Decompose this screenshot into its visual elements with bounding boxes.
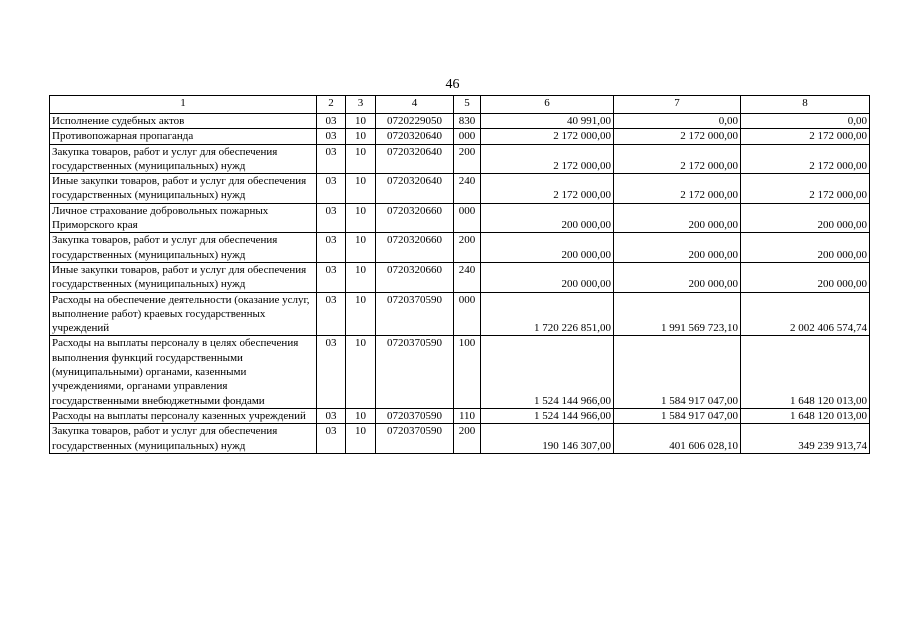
row-amount-7: 1 584 917 047,00 <box>614 336 741 408</box>
row-amount-8: 200 000,00 <box>741 233 870 263</box>
page-number: 46 <box>445 77 460 92</box>
table-row <box>50 336 870 408</box>
row-amount-8: 2 172 000,00 <box>741 174 870 204</box>
budget-table <box>49 95 870 454</box>
row-target-code: 0720370590 <box>376 292 454 336</box>
row-expense-type: 000 <box>454 292 481 336</box>
row-section: 03 <box>317 203 346 233</box>
row-amount-7: 1 584 917 047,00 <box>614 408 741 423</box>
row-amount-7: 2 172 000,00 <box>614 144 741 174</box>
row-section: 03 <box>317 174 346 204</box>
row-subsection: 10 <box>346 144 376 174</box>
row-section: 03 <box>317 129 346 144</box>
table-row <box>50 233 870 263</box>
table-row <box>50 203 870 233</box>
row-amount-8: 349 239 913,74 <box>741 424 870 454</box>
row-amount-6: 2 172 000,00 <box>481 129 614 144</box>
row-amount-7: 0,00 <box>614 114 741 129</box>
row-name: Расходы на выплаты персоналу в целях обеспечения выполнения функций государственными (муниципальными) органами, казенными учреждениями, органами управления государственными внебюджетными фондами <box>50 336 317 408</box>
row-subsection: 10 <box>346 233 376 263</box>
row-expense-type: 200 <box>454 144 481 174</box>
row-section: 03 <box>317 292 346 336</box>
row-amount-7: 2 172 000,00 <box>614 129 741 144</box>
row-expense-type: 200 <box>454 233 481 263</box>
row-section: 03 <box>317 408 346 423</box>
row-subsection: 10 <box>346 114 376 129</box>
table-row <box>50 292 870 336</box>
row-expense-type: 240 <box>454 174 481 204</box>
row-amount-6: 1 720 226 851,00 <box>481 292 614 336</box>
row-target-code: 0720320640 <box>376 174 454 204</box>
column-header: 1 <box>50 96 317 114</box>
row-expense-type: 830 <box>454 114 481 129</box>
row-expense-type: 110 <box>454 408 481 423</box>
row-subsection: 10 <box>346 129 376 144</box>
row-amount-6: 1 524 144 966,00 <box>481 336 614 408</box>
row-amount-7: 1 991 569 723,10 <box>614 292 741 336</box>
row-name: Расходы на выплаты персоналу казенных учреждений <box>50 408 317 423</box>
row-amount-7: 200 000,00 <box>614 262 741 292</box>
row-amount-6: 1 524 144 966,00 <box>481 408 614 423</box>
row-section: 03 <box>317 144 346 174</box>
row-amount-8: 200 000,00 <box>741 203 870 233</box>
row-amount-7: 2 172 000,00 <box>614 174 741 204</box>
row-amount-7: 401 606 028,10 <box>614 424 741 454</box>
row-subsection: 10 <box>346 262 376 292</box>
table-row <box>50 144 870 174</box>
row-subsection: 10 <box>346 336 376 408</box>
row-expense-type: 000 <box>454 203 481 233</box>
row-target-code: 0720320660 <box>376 262 454 292</box>
column-header: 5 <box>454 96 481 114</box>
table-row <box>50 114 870 129</box>
row-amount-6: 40 991,00 <box>481 114 614 129</box>
row-amount-7: 200 000,00 <box>614 233 741 263</box>
row-subsection: 10 <box>346 203 376 233</box>
row-section: 03 <box>317 262 346 292</box>
row-subsection: 10 <box>346 424 376 454</box>
table-row <box>50 408 870 423</box>
row-target-code: 0720320640 <box>376 129 454 144</box>
column-header: 6 <box>481 96 614 114</box>
row-subsection: 10 <box>346 408 376 423</box>
row-amount-8: 0,00 <box>741 114 870 129</box>
row-amount-6: 190 146 307,00 <box>481 424 614 454</box>
row-amount-6: 200 000,00 <box>481 233 614 263</box>
row-target-code: 0720370590 <box>376 336 454 408</box>
row-target-code: 0720320640 <box>376 144 454 174</box>
column-header: 4 <box>376 96 454 114</box>
row-name: Закупка товаров, работ и услуг для обеспечения государственных (муниципальных) нужд <box>50 144 317 174</box>
column-header: 7 <box>614 96 741 114</box>
table-row <box>50 262 870 292</box>
table-row <box>50 174 870 204</box>
row-section: 03 <box>317 114 346 129</box>
row-amount-8: 1 648 120 013,00 <box>741 408 870 423</box>
row-subsection: 10 <box>346 292 376 336</box>
row-name: Закупка товаров, работ и услуг для обеспечения государственных (муниципальных) нужд <box>50 233 317 263</box>
row-amount-8: 2 172 000,00 <box>741 129 870 144</box>
row-amount-6: 200 000,00 <box>481 203 614 233</box>
column-header: 8 <box>741 96 870 114</box>
row-target-code: 0720320660 <box>376 203 454 233</box>
row-amount-8: 200 000,00 <box>741 262 870 292</box>
row-section: 03 <box>317 233 346 263</box>
table-header-row <box>50 96 870 114</box>
row-section: 03 <box>317 424 346 454</box>
row-amount-8: 1 648 120 013,00 <box>741 336 870 408</box>
row-target-code: 0720229050 <box>376 114 454 129</box>
row-amount-8: 2 172 000,00 <box>741 144 870 174</box>
row-amount-7: 200 000,00 <box>614 203 741 233</box>
row-target-code: 0720320660 <box>376 233 454 263</box>
row-name: Исполнение судебных актов <box>50 114 317 129</box>
table-row <box>50 424 870 454</box>
row-name: Иные закупки товаров, работ и услуг для обеспечения государственных (муниципальных) нужд <box>50 174 317 204</box>
row-expense-type: 000 <box>454 129 481 144</box>
row-amount-8: 2 002 406 574,74 <box>741 292 870 336</box>
row-name: Расходы на обеспечение деятельности (оказание услуг, выполнение работ) краевых государственных учреждений <box>50 292 317 336</box>
row-name: Закупка товаров, работ и услуг для обеспечения государственных (муниципальных) нужд <box>50 424 317 454</box>
row-target-code: 0720370590 <box>376 408 454 423</box>
row-amount-6: 2 172 000,00 <box>481 174 614 204</box>
row-target-code: 0720370590 <box>376 424 454 454</box>
column-header: 3 <box>346 96 376 114</box>
row-amount-6: 200 000,00 <box>481 262 614 292</box>
row-name: Личное страхование добровольных пожарных Приморского края <box>50 203 317 233</box>
row-subsection: 10 <box>346 174 376 204</box>
table-row <box>50 129 870 144</box>
row-name: Иные закупки товаров, работ и услуг для обеспечения государственных (муниципальных) нужд <box>50 262 317 292</box>
row-expense-type: 100 <box>454 336 481 408</box>
row-section: 03 <box>317 336 346 408</box>
column-header: 2 <box>317 96 346 114</box>
row-name: Противопожарная пропаганда <box>50 129 317 144</box>
row-expense-type: 200 <box>454 424 481 454</box>
row-amount-6: 2 172 000,00 <box>481 144 614 174</box>
row-expense-type: 240 <box>454 262 481 292</box>
